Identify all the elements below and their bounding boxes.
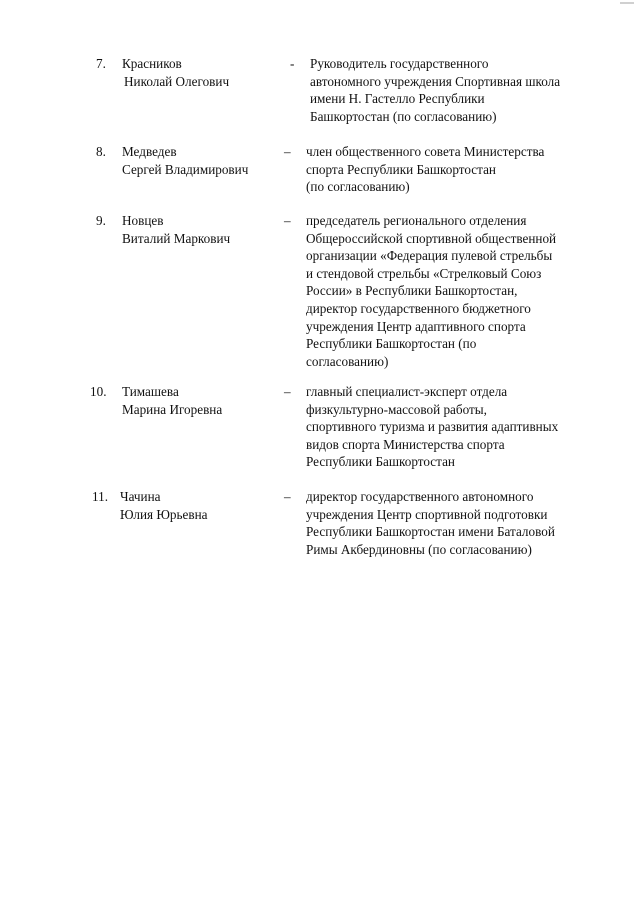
position-line: организации «Федерация пулевой стрельбы [306, 248, 553, 264]
person-surname: Чачина [120, 489, 161, 504]
person-surname: Медведев [122, 144, 177, 159]
person-name [122, 212, 230, 247]
position-line: Башкортостан (по согласованию) [310, 108, 497, 124]
position-line: спорта Республики Башкортостан [306, 161, 496, 177]
person-given-names: Юлия Юрьевна [120, 506, 208, 522]
position-line: Римы Акбердиновны (по согласованию) [306, 541, 532, 557]
position-line: Республики Башкортостан [306, 454, 455, 470]
position-line: (по согласованию) [306, 179, 410, 195]
position-line: имени Н. Гастелло Республики [310, 91, 485, 107]
position-line: Общероссийской спортивной общественной [306, 230, 557, 246]
position-line: и стендовой стрельбы «Стрелковый Союз [306, 265, 542, 281]
position-line: учреждения Центр адаптивного спорта [306, 318, 526, 334]
item-number: 9. [96, 213, 106, 228]
item-number: 7. [96, 56, 106, 71]
position-line: спортивного туризма и развития адаптивных [306, 419, 559, 435]
person-given-names: Николай Олегович [124, 73, 230, 89]
position-line: член общественного совета Министерства [306, 144, 545, 159]
person-given-names: Сергей Владимирович [122, 161, 249, 177]
person-given-names: Марина Игоревна [122, 401, 223, 417]
person-name [122, 383, 222, 418]
position-line: физкультурно-массовой работы, [306, 401, 487, 417]
item-number: 10. [90, 384, 107, 399]
person-name [122, 143, 248, 178]
position-line: Республики Башкортостан (по [306, 336, 477, 352]
person-position [310, 55, 610, 125]
dash-separator: - [290, 56, 295, 71]
person-name [120, 488, 208, 523]
dash-separator: – [284, 489, 291, 504]
position-line: учреждения Центр спортивной подготовки [306, 506, 548, 522]
dash-separator: – [284, 144, 291, 159]
person-surname: Красников [122, 56, 182, 71]
position-line: России» в Республики Башкортостан, [306, 283, 518, 299]
position-line: председатель регионального отделения [306, 213, 527, 228]
person-position [306, 488, 606, 558]
dash-separator: – [284, 384, 291, 399]
dash-separator: – [284, 213, 291, 228]
position-line: согласованию) [306, 353, 389, 369]
item-number: 8. [96, 144, 106, 159]
position-line: директор государственного автономного [306, 489, 534, 504]
position-line: автономного учреждения Спортивная школа [310, 73, 561, 89]
scan-mark [620, 2, 634, 4]
person-position [306, 383, 606, 471]
position-line: видов спорта Министерства спорта [306, 436, 505, 452]
person-surname: Тимашева [122, 384, 179, 399]
position-line: Республики Башкортостан имени Баталовой [306, 524, 555, 540]
person-name [122, 55, 229, 90]
person-given-names: Виталий Маркович [122, 230, 231, 246]
position-line: Руководитель государственного [310, 56, 489, 71]
position-line: директор государственного бюджетного [306, 300, 531, 316]
person-surname: Новцев [122, 213, 164, 228]
person-position [306, 212, 606, 370]
position-line: главный специалист-эксперт отдела [306, 384, 508, 399]
item-number: 11. [92, 489, 108, 504]
person-position [306, 143, 606, 196]
